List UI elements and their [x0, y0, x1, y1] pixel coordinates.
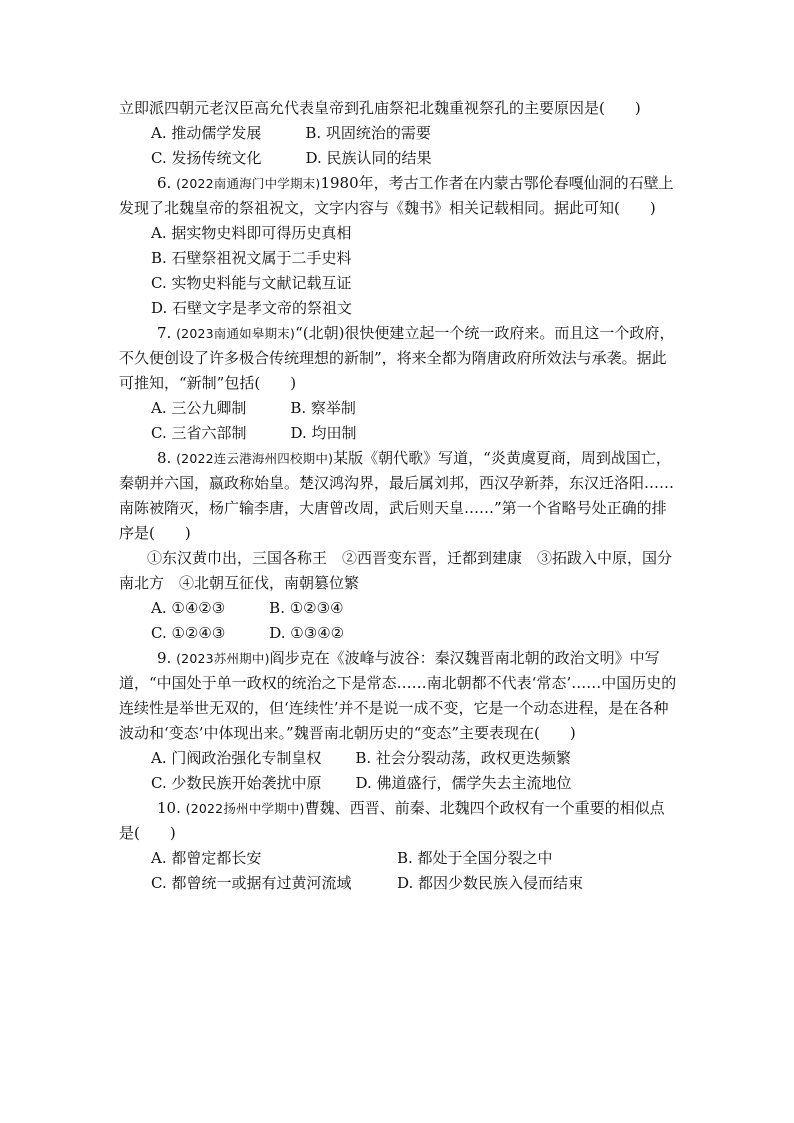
q6-option-a-row: [119, 221, 679, 246]
q8-items: ①东汉黄巾出，三国各称王 ②西晋变东晋，迁都到建康 ③拓跋入中原，国分南北方 ④北朝互征伐，南朝篡位繁: [119, 549, 673, 592]
q6-number: 6.: [157, 174, 177, 192]
q7-option-b[interactable]: B. 察举制: [290, 399, 356, 417]
q10-option-b[interactable]: B. 都处于全国分裂之中: [397, 849, 553, 867]
q10-source: (2022扬州中学期中): [185, 801, 305, 816]
q7-options-row-2: [119, 421, 679, 446]
q10-stem: [119, 796, 679, 846]
q10-option-c[interactable]: C. 都曾统一或据有过黄河流域: [151, 874, 352, 892]
q7-number: 7.: [157, 324, 177, 342]
q6-option-d[interactable]: D. 石壁文字是孝文帝的祭祖文: [151, 299, 353, 317]
q9-number: 9.: [157, 649, 177, 667]
q6-option-a[interactable]: A. 据实物史料即可得历史真相: [151, 224, 352, 242]
q10-option-a[interactable]: A. 都曾定都长安: [151, 849, 262, 867]
q7-stem: [119, 321, 679, 396]
q10-options-row-1: [119, 846, 679, 871]
q6-source: (2022南通海门中学期末): [176, 176, 321, 191]
q9-option-c[interactable]: C. 少数民族开始袭扰中原: [151, 774, 322, 792]
q8-option-a[interactable]: A. ①④②③: [151, 599, 226, 617]
q9-option-b[interactable]: B. 社会分裂动荡，政权更迭频繁: [355, 749, 571, 767]
q8-option-c[interactable]: C. ①②④③: [151, 624, 226, 642]
q8-option-d[interactable]: D. ①③④②: [269, 624, 345, 642]
q7-options-row-1: [119, 396, 679, 421]
q9-options-row-2: [119, 771, 679, 796]
q7-option-a[interactable]: A. 三公九卿制: [151, 399, 247, 417]
q6-option-d-row: [119, 296, 679, 321]
q6-stem-text: 1980年，考古工作者在内蒙古鄂伦春嘎仙洞的石壁上发现了北魏皇帝的祭祖祝文，文字内容与《魏书》相关记载相同。据此可知( ): [119, 174, 674, 217]
q5-options-row-1: [119, 121, 679, 146]
q9-source: (2023苏州期中): [176, 651, 270, 666]
q6-option-b[interactable]: B. 石壁祭祖祝文属于二手史料: [151, 249, 352, 267]
q8-stem: [119, 446, 679, 546]
q8-source: (2022连云港海州四校期中): [176, 451, 334, 466]
q6-option-b-row: [119, 246, 679, 271]
q5-options-row-2: [119, 146, 679, 171]
q10-number: 10.: [157, 799, 186, 817]
q5-option-a[interactable]: A. 推动儒学发展: [151, 124, 262, 142]
q5-option-d[interactable]: D. 民族认同的结果: [305, 149, 432, 167]
q5-option-c[interactable]: C. 发扬传统文化: [151, 149, 262, 167]
q6-stem: [119, 171, 679, 221]
q5-stem-tail: 立即派四朝元老汉臣高允代表皇帝到孔庙祭祀北魏重视祭孔的主要原因是( ): [119, 99, 641, 117]
q9-stem: [119, 646, 679, 746]
q9-stem-text: 阎步克在《波峰与波谷：秦汉魏晋南北朝的政治文明》中写道，“中国处于单一政权的统治之下是常态……南北朝都不代表‘常态’……中国历史的连续性是举世无双的，但‘连续性’并不是说一成不变，它是一个动态进程，是在各种波动和‘变态’中体现出来。”魏晋南北朝历史的“变态”主要表现在( ): [119, 649, 677, 742]
q8-option-b[interactable]: B. ①②③④: [269, 599, 344, 617]
q9-options-row-1: [119, 746, 679, 771]
q8-stem-text: 某版《朝代歌》写道，“炎黄虞夏商，周到战国亡，秦朝并六国，嬴政称始皇。楚汉鸿沟界，最后属刘邦，西汉孕新莽，东汉迁洛阳……南陈被隋灭，杨广输李唐，大唐曾改周，武后则天皇……”第一个省略号处正确的排序是( ): [119, 449, 675, 542]
q6-option-c-row: [119, 271, 679, 296]
q10-stem-text: 曹魏、西晋、前秦、北魏四个政权有一个重要的相似点是( ): [119, 799, 665, 842]
q7-option-c[interactable]: C. 三省六部制: [151, 424, 247, 442]
q8-options-row-2: [119, 621, 679, 646]
q10-option-d[interactable]: D. 都因少数民族入侵而结束: [397, 874, 584, 892]
q7-stem-text: “(北朝)很快便建立起一个统一政府来。而且这一个政府，不久便创设了许多极合传统理想的新制”，将来全都为隋唐政府所效法与承袭。据此可推知，“新制”包括( ): [119, 324, 675, 392]
question-list: [119, 96, 679, 896]
q8-number: 8.: [157, 449, 177, 467]
q7-source: (2023南通如皋期末): [176, 326, 296, 341]
q5-option-b[interactable]: B. 巩固统治的需要: [305, 124, 431, 142]
q9-option-a[interactable]: A. 门阀政治强化专制皇权: [151, 749, 322, 767]
q9-option-d[interactable]: D. 佛道盛行，儒学失去主流地位: [355, 774, 572, 792]
q6-option-c[interactable]: C. 实物史料能与文献记载互证: [151, 274, 352, 292]
q7-option-d[interactable]: D. 均田制: [290, 424, 357, 442]
q8-options-row-1: [119, 596, 679, 621]
q10-options-row-2: [119, 871, 679, 896]
